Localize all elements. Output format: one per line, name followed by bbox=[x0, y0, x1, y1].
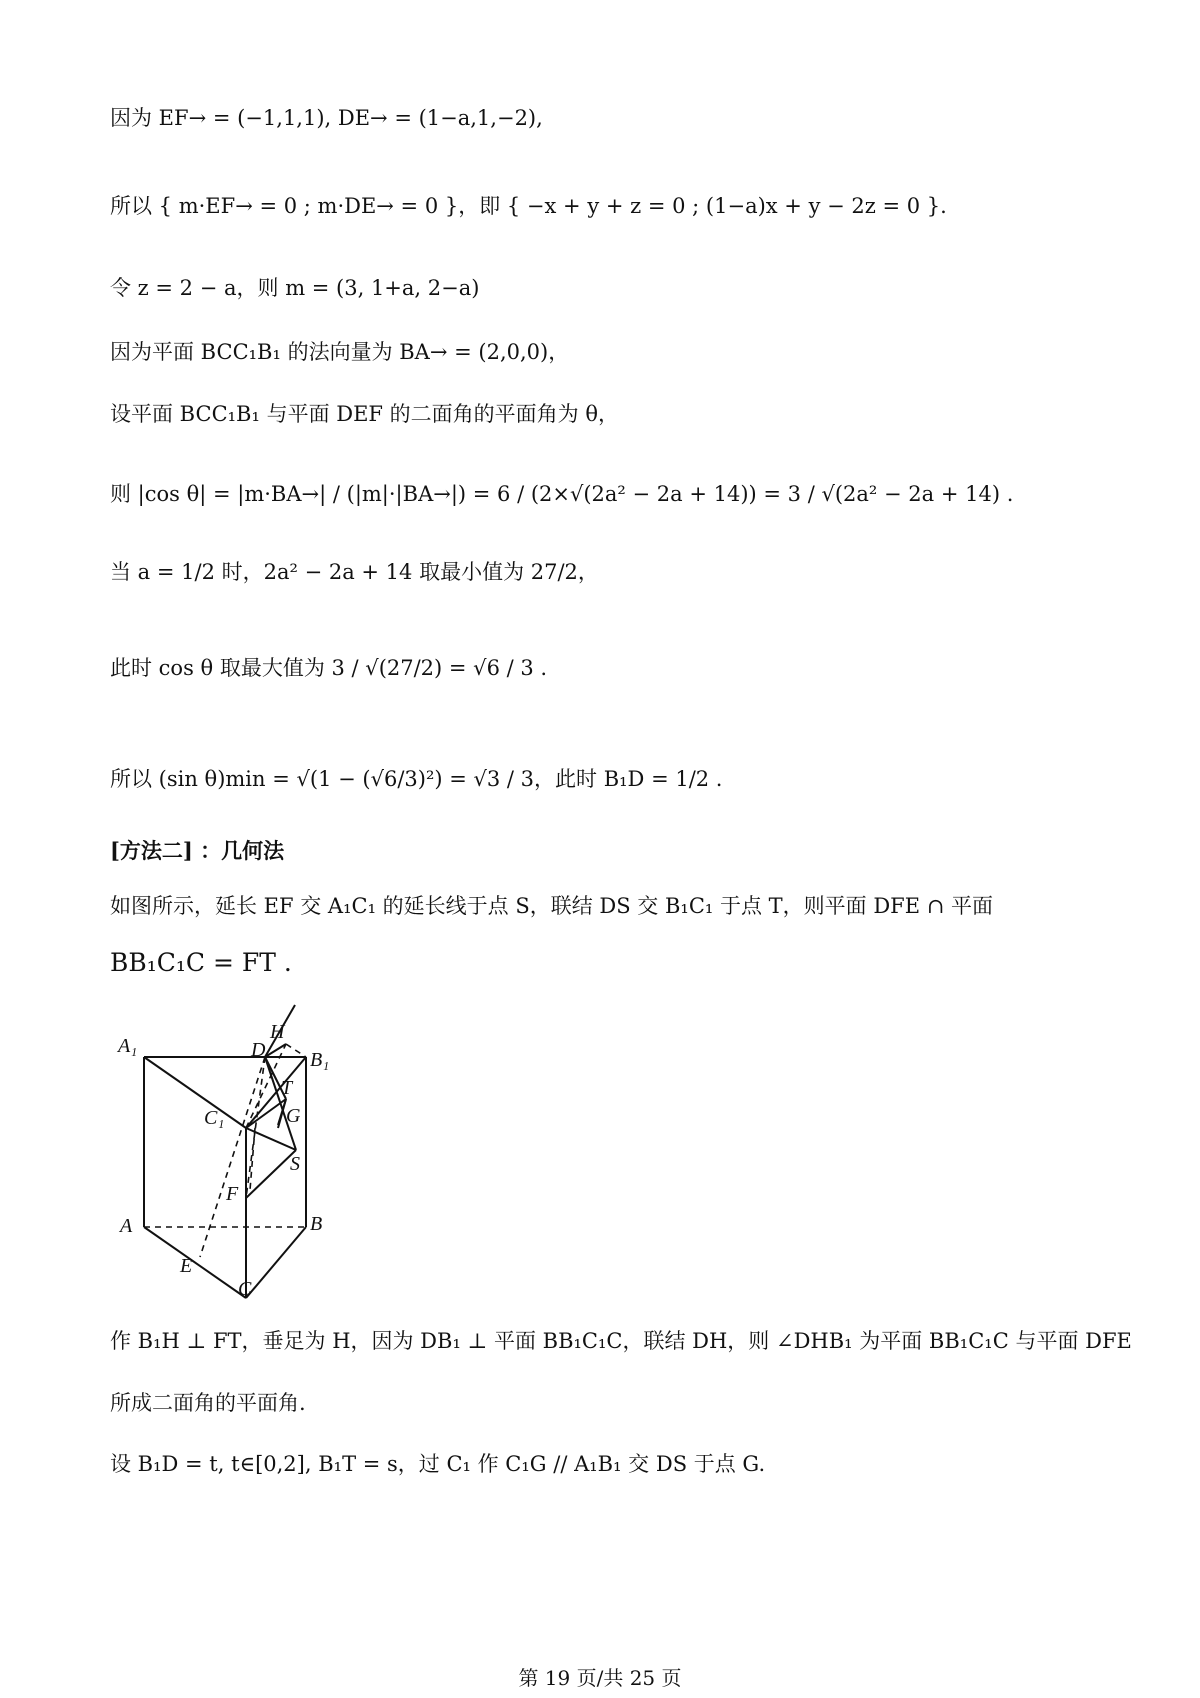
method-two-heading: [方法二] ：几何法 bbox=[110, 838, 285, 863]
prism-figure bbox=[110, 1000, 370, 1300]
text-line-8: 此时 cos θ 取最大值为 3 / √(27/2) = √6 / 3 . bbox=[110, 656, 548, 680]
page-footer: 第 19 页/共 25 页 bbox=[518, 1666, 682, 1690]
text-line-2: 所以 { m·EF→ = 0 ; m·DE→ = 0 }，即 { −x + y + z = 0 ; (1−a)x + y − 2z = 0 }. bbox=[110, 194, 947, 218]
text-line-4: 因为平面 BCC₁B₁ 的法向量为 BA→ = (2,0,0)， bbox=[110, 340, 570, 364]
label-H: H bbox=[270, 1021, 285, 1043]
label-A1: A₁ bbox=[118, 1035, 138, 1057]
label-C1: C₁ bbox=[204, 1107, 225, 1129]
text-line-6: 则 |cos θ| = |m·BA→| / (|m|·|BA→|) = 6 / (2×√(2a² − 2a + 14)) = 3 / √(2a² − 2a + 14) . bbox=[110, 482, 1014, 506]
label-B: B bbox=[310, 1213, 323, 1235]
text-line-9: 所以 (sin θ)min = √(1 − (√6/3)²) = √3 / 3，此时 B₁D = 1/2 . bbox=[110, 767, 723, 791]
text-line-1: 因为 EF→ = (−1,1,1), DE→ = (1−a,1,−2), bbox=[110, 106, 543, 130]
text-line-7: 当 a = 1/2 时，2a² − 2a + 14 取最小值为 27/2， bbox=[110, 560, 599, 584]
label-C: C bbox=[238, 1278, 252, 1300]
text-line-12: 作 B₁H ⊥ FT，垂足为 H，因为 DB₁ ⊥ 平面 BB₁C₁C，联结 DH，则 ∠DHB₁ 为平面 BB₁C₁C 与平面 DFE bbox=[110, 1329, 1132, 1353]
label-D: D bbox=[251, 1039, 266, 1061]
label-A: A bbox=[120, 1215, 133, 1237]
text-line-13: 所成二面角的平面角. bbox=[110, 1391, 306, 1415]
label-S: S bbox=[290, 1153, 300, 1175]
label-F: F bbox=[226, 1183, 239, 1205]
label-B1: B₁ bbox=[310, 1049, 330, 1071]
text-line-11: BB₁C₁C = FT . bbox=[110, 948, 292, 977]
label-E: E bbox=[180, 1255, 193, 1277]
text-line-10: 如图所示，延长 EF 交 A₁C₁ 的延长线于点 S，联结 DS 交 B₁C₁ 于点 T，则平面 DFE ∩ 平面 bbox=[110, 894, 994, 918]
text-line-3: 令 z = 2 − a，则 m = (3, 1+a, 2−a) bbox=[110, 276, 480, 300]
text-line-5: 设平面 BCC₁B₁ 与平面 DEF 的二面角的平面角为 θ， bbox=[110, 402, 619, 426]
text-line-14: 设 B₁D = t, t∈[0,2], B₁T = s，过 C₁ 作 C₁G // A₁B₁ 交 DS 于点 G. bbox=[110, 1452, 766, 1476]
label-T: T bbox=[281, 1077, 293, 1099]
label-G: G bbox=[286, 1105, 301, 1127]
